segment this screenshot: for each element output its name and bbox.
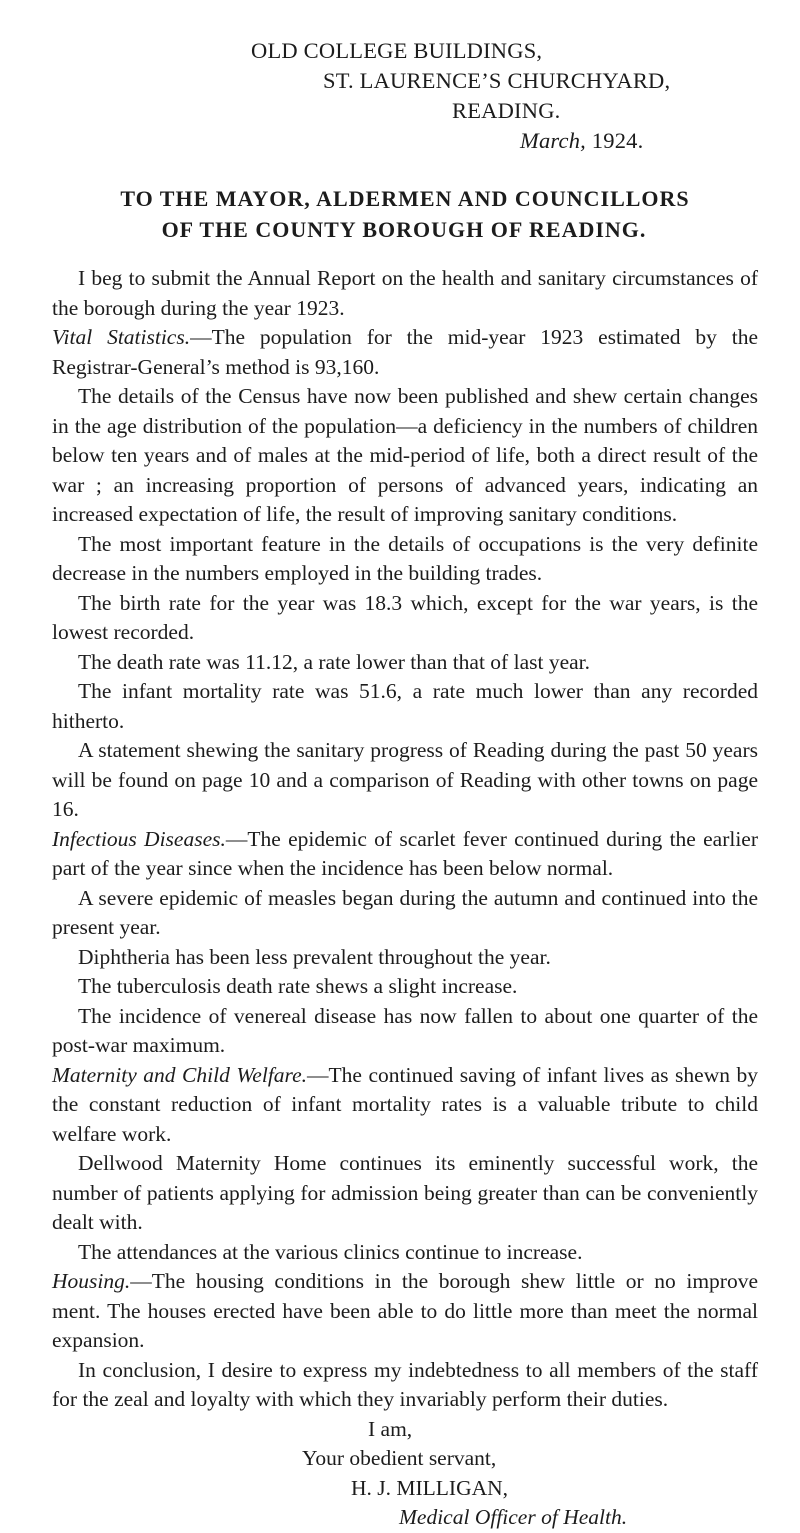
paragraph-sanitary-progress: A statement shewing the sanitary progress of Reading during the past 50 years will be found on page 10 and a comparison of Reading with other towns on page 16.: [52, 738, 758, 821]
letter-date: [52, 126, 758, 156]
salutation-line-1: TO THE MAYOR, ALDERMEN AND COUNCILLORS: [120, 186, 690, 211]
paragraph-infectious-diseases: Infectious Diseases.—The epidemic of scarlet fever continued during the earlier part of the year since when the incidence has been below normal.: [52, 826, 759, 880]
paragraph-diphtheria: Diphtheria has been less prevalent throughout the year.: [78, 944, 551, 969]
address-line-3: READING.: [452, 98, 561, 123]
paragraph-occupations: The most important feature in the details of occupations is the very definite decrease in the numbers employed in the building trades.: [52, 531, 758, 585]
signoff-servant: Your obedient servant,: [302, 1446, 497, 1470]
paragraph-tuberculosis: The tuberculosis death rate shews a slight increase.: [78, 974, 518, 998]
date-year: 1924.: [585, 128, 644, 153]
paragraph-dellwood: Dellwood Maternity Home continues its eminently successful work, the number of patients applying for admission being greater than can be conveniently dealt with.: [52, 1151, 758, 1234]
paragraph-infant-mortality: The infant mortality rate was 51.6, a rate much lower than any recorded hitherto.: [52, 679, 758, 733]
report-body: [52, 264, 758, 1415]
salutation-line-2: OF THE COUNTY BOROUGH OF READING.: [161, 217, 647, 242]
section-heading-housing: Housing.: [52, 1269, 131, 1293]
section-heading-infectious-diseases: Infectious Diseases.: [52, 826, 226, 851]
paragraph-death-rate: The death rate was 11.12, a rate lower than that of last year.: [78, 649, 591, 674]
address-line-1: OLD COLLEGE BUILDINGS,: [251, 38, 543, 63]
paragraph-vital-statistics: Vital Statistics.—The population for the mid-year 1923 estimated by the Registrar-General’s method is 93,160.: [52, 325, 758, 379]
paragraph-clinics: The attendances at the various clinics continue to increase.: [78, 1239, 583, 1264]
signoff-i-am: I am,: [368, 1416, 413, 1441]
paragraph-maternity-child-welfare: Maternity and Child Welfare.—The continued saving of infant lives as shewn by the constant reduction of infant mortality rates is a valuable tribute to child welfare work.: [52, 1062, 758, 1146]
paragraph-birth-rate: The birth rate for the year was 18.3 which, except for the war years, is the lowest recorded.: [52, 590, 758, 644]
document-page: [52, 36, 758, 1533]
paragraph-census: The details of the Census have now been published and shew certain changes in the age distribution of the population—a deficiency in the numbers of children below ten years and of males at the mid-period of life, both a direct result of the war ; an increasing proportion of persons of advanced years, indicating an increased expectation of life, the result of improving sanitary conditions.: [52, 384, 758, 526]
paragraph-housing: Housing.—The housing conditions in the borough shew little or no improve ment. The houses erected have been able to do little more than meet the normal expansion.: [52, 1269, 758, 1352]
signatory-title: Medical Officer of Health.: [399, 1505, 628, 1529]
signoff-block: [52, 1415, 758, 1533]
section-heading-vital-statistics: Vital Statistics.: [52, 325, 191, 349]
signatory-name: H. J. MILLIGAN,: [351, 1475, 509, 1500]
salutation: [52, 183, 758, 245]
paragraph-intro: I beg to submit the Annual Report on the health and sanitary circumstances of the borough during the year 1923.: [52, 266, 758, 320]
section-heading-maternity-child-welfare: Maternity and Child Welfare.: [52, 1062, 308, 1087]
address-line-2: ST. LAURENCE’S CHURCHYARD,: [323, 68, 671, 93]
paragraph-venereal-disease: The incidence of venereal disease has now fallen to about one quarter of the post-war maximum.: [52, 1003, 758, 1057]
paragraph-measles: A severe epidemic of measles began during the autumn and continued into the present year.: [52, 885, 758, 939]
date-month: March,: [520, 128, 586, 153]
paragraph-conclusion: In conclusion, I desire to express my indebtedness to all members of the staff for the zeal and loyalty with which they invariably perform their duties.: [52, 1357, 758, 1411]
address-block: [52, 36, 758, 156]
